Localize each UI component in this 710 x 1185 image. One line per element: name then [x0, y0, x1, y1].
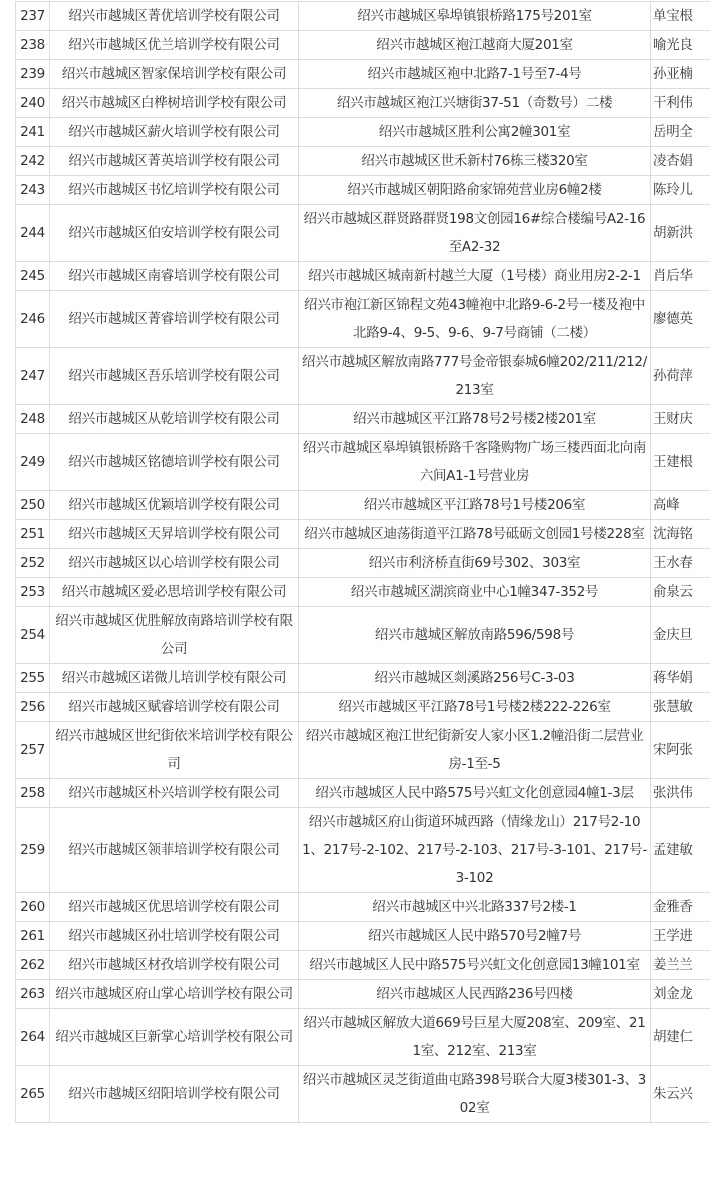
table-row: [16, 607, 710, 664]
school-address: 绍兴市越城区迪荡街道平江路78号砥砺文创园1号楼228室: [299, 520, 651, 549]
school-address: 绍兴市越城区世禾新村76栋三楼320室: [299, 147, 651, 176]
school-address: 绍兴市越城区解放南路777号金帝银泰城6幢202/211/212/213室: [299, 348, 651, 405]
row-number: 252: [16, 549, 50, 578]
row-number: 255: [16, 664, 50, 693]
legal-representative: 岳明全: [651, 118, 710, 147]
school-address: 绍兴市越城区袍江世纪街新安人家小区1.2幢沿街二层营业房-1至-5: [299, 722, 651, 779]
school-address: 绍兴市越城区袍江越商大厦201室: [299, 31, 651, 60]
school-address: 绍兴市越城区平江路78号1号楼206室: [299, 491, 651, 520]
legal-representative: 单宝根: [651, 2, 710, 31]
table-row: [16, 893, 710, 922]
table-row: [16, 1066, 710, 1123]
table-row: [16, 60, 710, 89]
table-row: [16, 980, 710, 1009]
school-address: 绍兴市利济桥直街69号302、303室: [299, 549, 651, 578]
school-name: 绍兴市越城区绍阳培训学校有限公司: [50, 1066, 299, 1123]
school-name: 绍兴市越城区铭德培训学校有限公司: [50, 434, 299, 491]
school-address: 绍兴市越城区群贤路群贤198文创园16#综合楼编号A2-16至A2-32: [299, 205, 651, 262]
school-address: 绍兴市越城区人民西路236号四楼: [299, 980, 651, 1009]
school-name: 绍兴市越城区菁英培训学校有限公司: [50, 147, 299, 176]
row-number: 254: [16, 607, 50, 664]
row-number: 259: [16, 808, 50, 893]
legal-representative: 凌杏娟: [651, 147, 710, 176]
legal-representative: 蒋华娟: [651, 664, 710, 693]
legal-representative: 胡建仁: [651, 1009, 710, 1066]
school-name: 绍兴市越城区吾乐培训学校有限公司: [50, 348, 299, 405]
row-number: 246: [16, 291, 50, 348]
school-address: 绍兴市越城区皋埠镇银桥路175号201室: [299, 2, 651, 31]
table-row: [16, 693, 710, 722]
table-row: [16, 491, 710, 520]
school-address: 绍兴市越城区湖滨商业中心1幢347-352号: [299, 578, 651, 607]
school-address: 绍兴市越城区朝阳路俞家锦苑营业房6幢2楼: [299, 176, 651, 205]
table-body: [16, 2, 710, 1123]
legal-representative: 沈海铭: [651, 520, 710, 549]
school-address: 绍兴市越城区剡溪路256号C-3-03: [299, 664, 651, 693]
school-address: 绍兴市越城区解放大道669号巨星大厦208室、209室、211室、212室、213室: [299, 1009, 651, 1066]
school-name: 绍兴市越城区菁优培训学校有限公司: [50, 2, 299, 31]
row-number: 253: [16, 578, 50, 607]
school-name: 绍兴市越城区优兰培训学校有限公司: [50, 31, 299, 60]
row-number: 264: [16, 1009, 50, 1066]
row-number: 260: [16, 893, 50, 922]
table-row: [16, 434, 710, 491]
row-number: 250: [16, 491, 50, 520]
table-row: [16, 291, 710, 348]
row-number: 244: [16, 205, 50, 262]
school-name: 绍兴市越城区朴兴培训学校有限公司: [50, 779, 299, 808]
school-name: 绍兴市越城区智家保培训学校有限公司: [50, 60, 299, 89]
school-name: 绍兴市越城区领菲培训学校有限公司: [50, 808, 299, 893]
legal-representative: 朱云兴: [651, 1066, 710, 1123]
legal-representative: 孙荷萍: [651, 348, 710, 405]
row-number: 265: [16, 1066, 50, 1123]
legal-representative: 胡新洪: [651, 205, 710, 262]
school-name: 绍兴市越城区白桦树培训学校有限公司: [50, 89, 299, 118]
school-name: 绍兴市越城区材孜培训学校有限公司: [50, 951, 299, 980]
legal-representative: 宋阿张: [651, 722, 710, 779]
table-row: [16, 31, 710, 60]
legal-representative: 王水春: [651, 549, 710, 578]
legal-representative: 金雅香: [651, 893, 710, 922]
school-name: 绍兴市越城区巨新掌心培训学校有限公司: [50, 1009, 299, 1066]
table-row: [16, 779, 710, 808]
school-name: 绍兴市越城区赋睿培训学校有限公司: [50, 693, 299, 722]
legal-representative: 姜兰兰: [651, 951, 710, 980]
school-address: 绍兴市越城区袍中北路7-1号至7-4号: [299, 60, 651, 89]
school-address: 绍兴市越城区人民中路575号兴虹文化创意园4幢1-3层: [299, 779, 651, 808]
school-name: 绍兴市越城区优思培训学校有限公司: [50, 893, 299, 922]
school-name: 绍兴市越城区优胜解放南路培训学校有限公司: [50, 607, 299, 664]
school-address: 绍兴市越城区灵芝街道曲屯路398号联合大厦3楼301-3、302室: [299, 1066, 651, 1123]
legal-representative: 刘金龙: [651, 980, 710, 1009]
school-address: 绍兴市越城区解放南路596/598号: [299, 607, 651, 664]
school-address: 绍兴市袍江新区锦程文苑43幢袍中北路9-6-2号一楼及袍中北路9-4、9-5、9-6、9-7号商铺（二楼）: [299, 291, 651, 348]
legal-representative: 金庆旦: [651, 607, 710, 664]
school-name: 绍兴市越城区菁睿培训学校有限公司: [50, 291, 299, 348]
row-number: 258: [16, 779, 50, 808]
table-row: [16, 951, 710, 980]
table-row: [16, 147, 710, 176]
legal-representative: 孙亚楠: [651, 60, 710, 89]
school-list-table-container: [15, 1, 710, 1123]
school-name: 绍兴市越城区优颖培训学校有限公司: [50, 491, 299, 520]
row-number: 261: [16, 922, 50, 951]
school-name: 绍兴市越城区天昇培训学校有限公司: [50, 520, 299, 549]
table-row: [16, 922, 710, 951]
school-address: 绍兴市越城区人民中路575号兴虹文化创意园13幢101室: [299, 951, 651, 980]
row-number: 243: [16, 176, 50, 205]
school-name: 绍兴市越城区孙壮培训学校有限公司: [50, 922, 299, 951]
table-row: [16, 664, 710, 693]
school-address: 绍兴市越城区人民中路570号2幢7号: [299, 922, 651, 951]
table-row: [16, 118, 710, 147]
table-row: [16, 205, 710, 262]
table-row: [16, 578, 710, 607]
row-number: 245: [16, 262, 50, 291]
legal-representative: 肖后华: [651, 262, 710, 291]
legal-representative: 俞泉云: [651, 578, 710, 607]
row-number: 237: [16, 2, 50, 31]
school-name: 绍兴市越城区伯安培训学校有限公司: [50, 205, 299, 262]
table-row: [16, 2, 710, 31]
table-row: [16, 262, 710, 291]
school-address: 绍兴市越城区府山街道环城西路（情缘龙山）217号2-101、217号-2-102、217号-2-103、217号-3-101、217号-3-102: [299, 808, 651, 893]
school-address: 绍兴市越城区城南新村越兰大厦（1号楼）商业用房2-2-1: [299, 262, 651, 291]
school-address: 绍兴市越城区胜利公寓2幢301室: [299, 118, 651, 147]
row-number: 247: [16, 348, 50, 405]
school-name: 绍兴市越城区爱必思培训学校有限公司: [50, 578, 299, 607]
school-name: 绍兴市越城区世纪街依米培训学校有限公司: [50, 722, 299, 779]
legal-representative: 孟建敏: [651, 808, 710, 893]
row-number: 242: [16, 147, 50, 176]
legal-representative: 王学进: [651, 922, 710, 951]
table-row: [16, 1009, 710, 1066]
school-address: 绍兴市越城区袍江兴塘街37-51（奇数号）二楼: [299, 89, 651, 118]
legal-representative: 干利伟: [651, 89, 710, 118]
legal-representative: 廖德英: [651, 291, 710, 348]
row-number: 239: [16, 60, 50, 89]
legal-representative: 高峰: [651, 491, 710, 520]
school-name: 绍兴市越城区薪火培训学校有限公司: [50, 118, 299, 147]
school-name: 绍兴市越城区南睿培训学校有限公司: [50, 262, 299, 291]
row-number: 240: [16, 89, 50, 118]
table-row: [16, 405, 710, 434]
row-number: 251: [16, 520, 50, 549]
row-number: 238: [16, 31, 50, 60]
legal-representative: 陈玲儿: [651, 176, 710, 205]
row-number: 262: [16, 951, 50, 980]
row-number: 257: [16, 722, 50, 779]
school-name: 绍兴市越城区书忆培训学校有限公司: [50, 176, 299, 205]
school-address: 绍兴市越城区平江路78号1号楼2楼222-226室: [299, 693, 651, 722]
legal-representative: 张洪伟: [651, 779, 710, 808]
table-row: [16, 520, 710, 549]
table-row: [16, 89, 710, 118]
legal-representative: 王财庆: [651, 405, 710, 434]
row-number: 256: [16, 693, 50, 722]
school-name: 绍兴市越城区以心培训学校有限公司: [50, 549, 299, 578]
table-row: [16, 549, 710, 578]
row-number: 248: [16, 405, 50, 434]
legal-representative: 张慧敏: [651, 693, 710, 722]
school-address: 绍兴市越城区中兴北路337号2楼-1: [299, 893, 651, 922]
row-number: 241: [16, 118, 50, 147]
school-address: 绍兴市越城区平江路78号2号楼2楼201室: [299, 405, 651, 434]
table-row: [16, 348, 710, 405]
legal-representative: 喻光良: [651, 31, 710, 60]
table-row: [16, 722, 710, 779]
legal-representative: 王建根: [651, 434, 710, 491]
table-row: [16, 808, 710, 893]
row-number: 249: [16, 434, 50, 491]
row-number: 263: [16, 980, 50, 1009]
school-name: 绍兴市越城区诺微儿培训学校有限公司: [50, 664, 299, 693]
school-name: 绍兴市越城区从乾培训学校有限公司: [50, 405, 299, 434]
school-address: 绍兴市越城区皋埠镇银桥路千客隆购物广场三楼西面北向南六间A1-1号营业房: [299, 434, 651, 491]
table-row: [16, 176, 710, 205]
school-name: 绍兴市越城区府山掌心培训学校有限公司: [50, 980, 299, 1009]
school-list-table: [15, 1, 710, 1123]
